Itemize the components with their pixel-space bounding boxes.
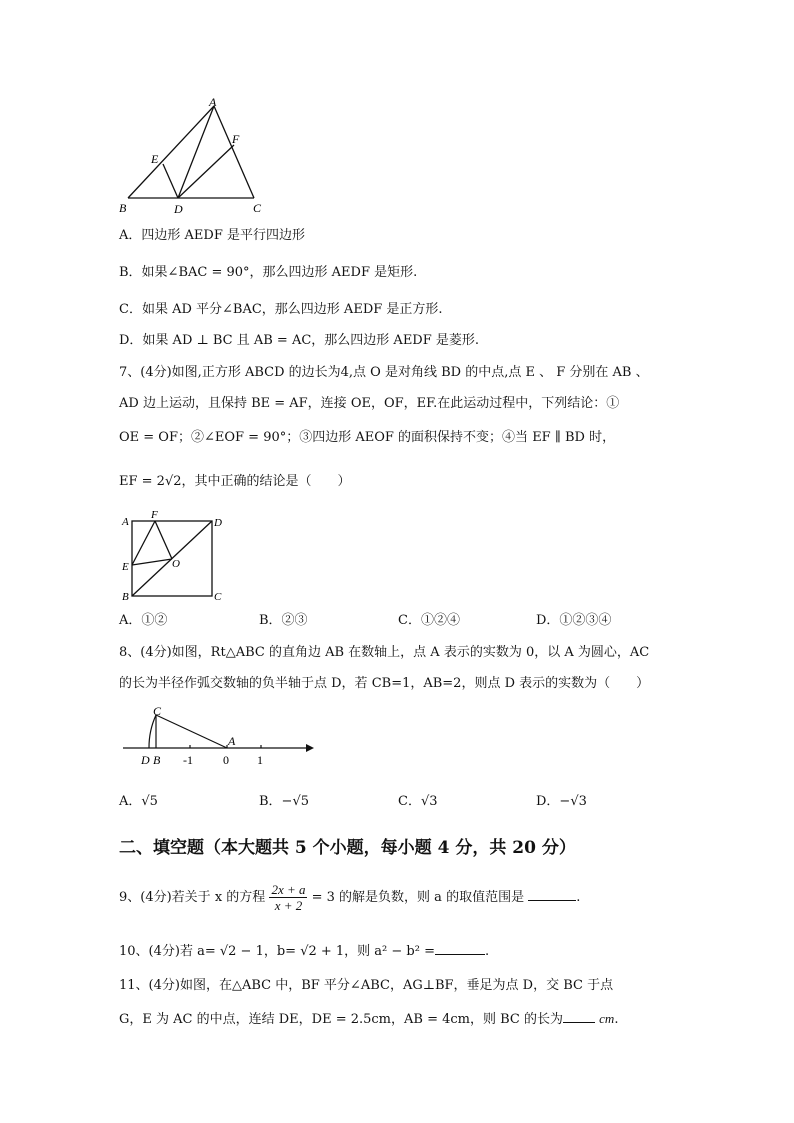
- tick-label-neg1: -1: [183, 753, 193, 767]
- q8-option-d: D．−√3: [536, 794, 587, 809]
- label-a: A: [122, 516, 129, 528]
- axis-arrow: [306, 744, 314, 752]
- label-c: C: [153, 704, 162, 718]
- label-e: E: [122, 561, 129, 573]
- q7-figure: [120, 508, 230, 603]
- q7-option-a: A．①②: [119, 613, 168, 628]
- label-o: O: [172, 558, 180, 570]
- q9-fraction: [269, 882, 307, 913]
- q8-option-a: A．√5: [119, 794, 158, 809]
- arc-dc: [149, 715, 156, 748]
- q10-answer-blank[interactable]: [435, 942, 485, 955]
- q8-option-b: B．−√5: [259, 794, 310, 809]
- q6-option-b: B．如果∠BAC = 90°，那么四边形 AEDF 是矩形.: [119, 265, 418, 280]
- q9-answer-blank[interactable]: [528, 888, 576, 901]
- segment-ef: [132, 521, 155, 565]
- q8-line-2: 的长为半径作弧交数轴的负半轴于点 D，若 CB=1，AB=2，则点 D 表示的实数为（ ）: [119, 676, 650, 691]
- q7-option-c: C．①②④: [398, 613, 460, 628]
- q7-option-d: D．①②③④: [536, 613, 612, 628]
- q7-line-2: AD 边上运动，且保持 BE = AF，连接 OE，OF，EF.在此运动过程中，下列结论：①: [119, 396, 620, 411]
- tick-label-0: 0: [223, 753, 229, 767]
- q10: [119, 942, 489, 961]
- label-c: C: [253, 201, 262, 215]
- q6-figure: [114, 96, 274, 218]
- segment-fo: [155, 521, 172, 559]
- label-e: E: [151, 152, 159, 166]
- side-ac: [214, 106, 254, 198]
- label-b: B: [153, 753, 161, 767]
- q6-option-d: D．如果 AD ⊥ BC 且 AB = AC，那么四边形 AEDF 是菱形.: [119, 333, 480, 348]
- label-f: F: [151, 509, 158, 521]
- q11-end: .: [614, 1012, 619, 1027]
- label-a: A: [228, 734, 236, 748]
- label-c: C: [214, 591, 222, 603]
- q11-line-2: [119, 1010, 618, 1029]
- segment-ad: [178, 106, 214, 198]
- q8-option-c: C．√3: [398, 794, 438, 809]
- q9-prefix: 9、(4分)若关于 x 的方程: [119, 890, 266, 905]
- q7-line-4: EF = 2√2，其中正确的结论是（ ）: [119, 474, 351, 489]
- q11-line-1: 11、(4分)如图，在△ABC 中，BF 平分∠ABC，AG⊥BF，垂足为点 D，交 BC 于点: [119, 978, 614, 993]
- q8-figure: [120, 702, 320, 770]
- label-d: D: [214, 517, 222, 529]
- segment-ca: [156, 715, 227, 748]
- q11-unit: cm: [599, 1011, 615, 1026]
- q11-line-2-text: G，E 为 AC 的中点，连结 DE，DE = 2.5cm，AB = 4cm，则 BC 的长为: [119, 1012, 563, 1027]
- label-d: D: [141, 753, 150, 767]
- q9-fraction-numerator: 2x + a: [271, 882, 306, 897]
- q7-option-b: B．②③: [259, 613, 308, 628]
- segment-ed: [163, 164, 178, 198]
- q6-option-c: C．如果 AD 平分∠BAC，那么四边形 AEDF 是正方形.: [119, 302, 443, 317]
- q10-end: .: [485, 944, 490, 959]
- label-b: B: [119, 201, 127, 215]
- segment-df: [178, 145, 234, 198]
- q6-option-a: A．四边形 AEDF 是平行四边形: [119, 228, 305, 243]
- q9: [119, 878, 580, 918]
- label-b: B: [122, 591, 129, 603]
- q10-text: 10、(4分)若 a= √2 − 1，b= √2 + 1，则 a² − b² =: [119, 944, 435, 959]
- tick-label-1: 1: [257, 753, 263, 767]
- label-d: D: [174, 202, 183, 216]
- q9-fraction-denominator: x + 2: [274, 898, 303, 913]
- label-f: F: [232, 132, 240, 146]
- section-heading-fill-in: 二、填空题（本大题共 5 个小题，每小题 4 分，共 20 分）: [119, 838, 576, 858]
- side-ab: [128, 106, 214, 198]
- q8-line-1: 8、(4分)如图，Rt△ABC 的直角边 AB 在数轴上，点 A 表示的实数为 0，以 A 为圆心，AC: [119, 645, 650, 660]
- q7-line-3: OE = OF；②∠EOF = 90°；③四边形 AEOF 的面积保持不变；④当 EF ∥ BD 时，: [119, 430, 616, 445]
- q9-end: .: [576, 890, 581, 905]
- q7-line-1: 7、(4分)如图,正方形 ABCD 的边长为4,点 O 是对角线 BD 的中点,点 E 、 F 分别在 AB 、: [119, 365, 649, 380]
- label-a: A: [209, 96, 217, 109]
- q9-suffix: = 3 的解是负数，则 a 的取值范围是: [311, 890, 525, 905]
- q11-answer-blank[interactable]: [563, 1010, 595, 1023]
